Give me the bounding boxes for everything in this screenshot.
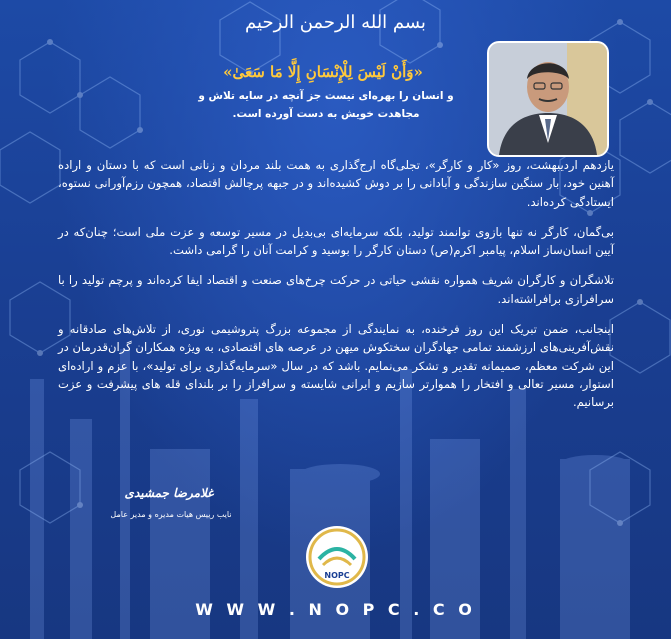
bismillah-calligraphy: بسم الله الرحمن الرحیم	[245, 12, 426, 33]
nopc-logo-icon	[305, 525, 369, 589]
verse-translation	[181, 87, 471, 123]
signature-name: غلامرضا جمشیدی	[124, 486, 214, 500]
message-paragraph: تلاشگران و کارگران شریف همواره نقشی حیاتی در حرکت چرخ‌های صنعت و اقتصاد ایفا کرده‌اند و پرچم تولید را با سرافرازی برافراشته‌اند.	[58, 273, 614, 306]
verse-translation-line-2: مجاهدت خویش به دست آورده است.	[232, 108, 420, 120]
message-paragraph: بی‌گمان، کارگر نه تنها بازوی توانمند تولید، بلکه سرمایه‌ای بی‌بدیل در مسیر توسعه و عزت ملی است؛ چنان‌که در آیین انسان‌ساز اسلام، پیامبر اکرم(ص) دستان کارگر را بوسید و کرامت آنان را گرامی داشت.	[58, 224, 614, 258]
verse-translation-line-1: و انسان را بهره‌ای نیست جز آنچه در سایه تلاش و	[198, 90, 454, 102]
logo-text: NOPC	[324, 571, 350, 580]
message-paragraph: یازدهم اردیبهشت، روز «کار و کارگر»، تجلی‌گاه ارج‌گذاری به همت بلند مردان و زنانی است که با دستان و اراده آهنین خود، بار سنگین سازندگی و آبادانی را بر دوش کشیده‌اند و در جبهه پرچالش اقتصاد، همچون رزم‌آورانی نستوه، ایستادگی کرده‌اند.	[58, 158, 614, 209]
website-url[interactable]: W W W . N O P C . C O	[195, 600, 476, 619]
message-body	[58, 156, 614, 424]
quran-verse: «وَأَنْ لَيْسَ لِلْإِنْسَانِ إِلَّا مَا سَعَىٰ»	[223, 63, 423, 81]
signature-title: نایب رییس هیات مدیره و مدیر عامل	[110, 510, 232, 519]
person-photo-icon	[489, 43, 607, 155]
ceo-portrait	[487, 41, 609, 157]
message-paragraph: اینجانب، ضمن تبریک این روز فرخنده، به نمایندگی از مجموعه بزرگ پتروشیمی نوری، از تلاش‌های صادقانه و نقش‌آفرینی‌های ارزشمند تمامی جهادگران سختکوش میهن در عرصه های اقتصادی، به ویژه همکاران گران‌قدرمان در این شرکت معظم، صمیمانه تقدیر و تشکر می‌نمایم. باشد که در سال «سرمایه‌گذاری برای تولید»، با عزم و اراده‌ای استوار، مسیر تعالی و افتخار را هموارتر سازیم و ایرانی شایسته و سرافراز را بر بلندای قله های پیشرفت و عزت برسانیم.	[58, 322, 614, 410]
